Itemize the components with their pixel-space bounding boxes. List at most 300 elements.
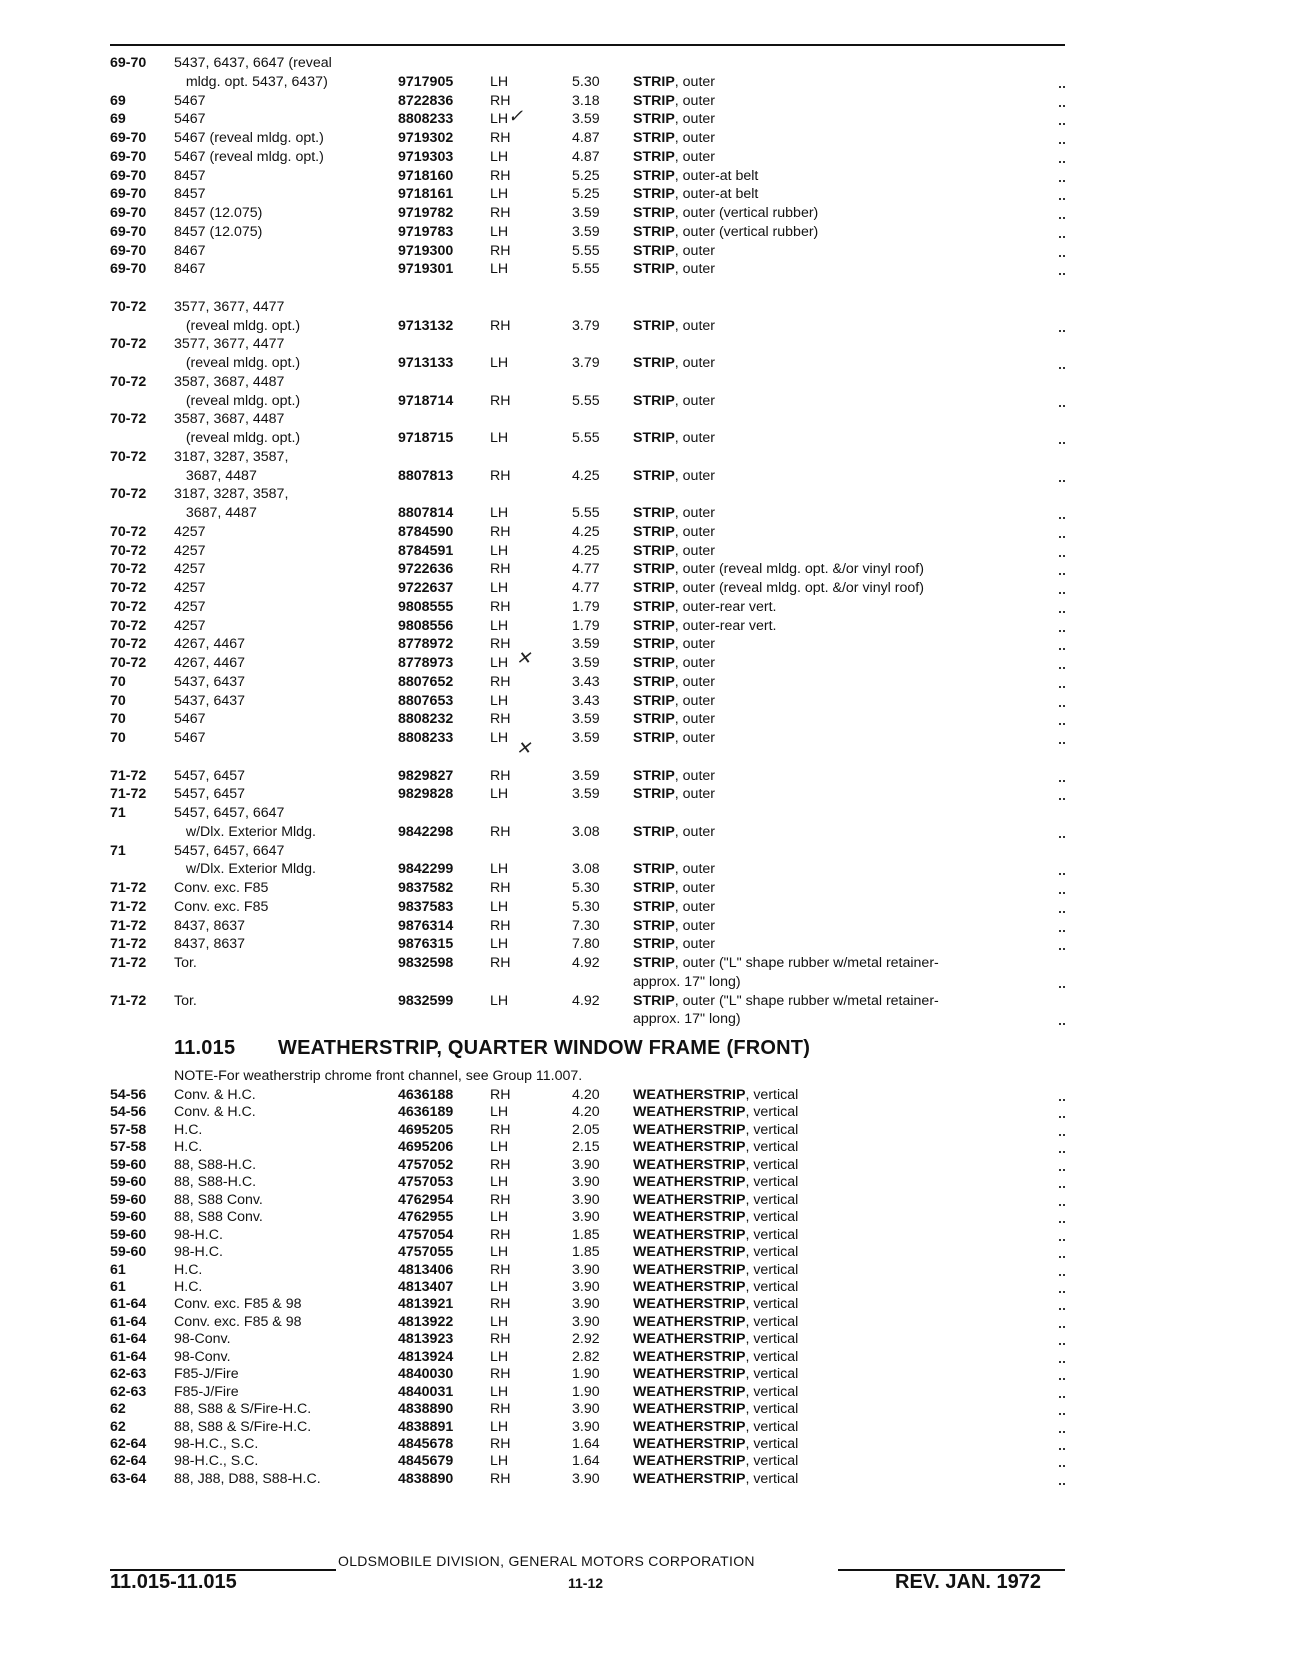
part-type: WEATHERSTRIP (633, 1401, 746, 1418)
model-code: Conv. exc. F85 & 98 (174, 1296, 302, 1313)
model-code: 98-H.C., S.C. (174, 1436, 259, 1452)
part-type: WEATHERSTRIP (633, 1296, 746, 1313)
part-detail: , outer ("L" shape rubber w/metal retainer- (674, 992, 939, 1009)
model-code: 98-H.C., S.C. (174, 1453, 259, 1470)
table-row (0, 185, 1306, 204)
part-type: STRIP (633, 242, 675, 259)
model-code: 3587, 3687, 4487 (174, 373, 285, 390)
part-detail: , outer (674, 823, 716, 840)
year-range: 70-72 (110, 448, 147, 465)
table-row (0, 654, 1306, 673)
part-detail: , outer (674, 523, 716, 540)
section-title: WEATHERSTRIP, QUARTER WINDOW FRAME (FRONT) (278, 1037, 811, 1059)
part-number: 9837582 (398, 880, 454, 896)
part-detail: , vertical (745, 1470, 799, 1487)
model-code: 5437, 6437, 6647 (reveal (174, 55, 332, 71)
table-row (0, 1418, 1306, 1437)
part-description (633, 1173, 1065, 1192)
part-number: 4845678 (398, 1436, 454, 1452)
part-description (633, 973, 1065, 992)
dot-leader (1059, 517, 1065, 519)
part-number: 9829827 (398, 767, 454, 784)
dot-leader (1059, 723, 1065, 725)
dot-leader (1059, 1239, 1065, 1241)
part-description (633, 110, 1065, 129)
table-row (0, 54, 1306, 73)
table-row (0, 842, 1306, 861)
table-row (0, 429, 1306, 448)
part-detail: , outer (674, 730, 716, 746)
year-range: 63-64 (110, 1470, 147, 1487)
part-number: 8807813 (398, 467, 454, 484)
price: 1.64 (572, 1453, 600, 1470)
part-type: WEATHERSTRIP (633, 1156, 746, 1173)
dot-leader (1059, 123, 1065, 125)
part-type: STRIP (633, 992, 675, 1009)
model-code: 8437, 8637 (174, 936, 246, 953)
dot-leader (1059, 705, 1065, 707)
table-row (0, 129, 1306, 148)
part-type: STRIP (633, 636, 675, 653)
table-row (0, 73, 1306, 92)
table-row (0, 1208, 1306, 1227)
table-row (0, 1278, 1306, 1297)
table-row (0, 1243, 1306, 1262)
dot-leader (1059, 1448, 1065, 1450)
year-range: 57-58 (110, 1139, 147, 1156)
part-type: STRIP (633, 505, 675, 521)
table-row (0, 223, 1306, 242)
part-number: 4840030 (398, 1366, 454, 1383)
part-type: WEATHERSTRIP (633, 1191, 746, 1208)
price: 2.92 (572, 1331, 600, 1348)
pen-check-mark: ✕ (516, 648, 532, 669)
table-row (0, 504, 1306, 523)
table-row (0, 917, 1306, 936)
part-description (633, 1452, 1065, 1471)
price: 5.55 (572, 392, 600, 409)
model-code: 3687, 4487 (174, 505, 257, 521)
table-row (0, 898, 1306, 917)
part-detail: , outer (674, 898, 716, 915)
part-description (633, 1435, 1065, 1454)
part-type: STRIP (633, 617, 675, 634)
table-row (0, 392, 1306, 411)
price: 2.05 (572, 1121, 600, 1138)
model-code: H.C. (174, 1139, 203, 1156)
dot-leader (1059, 1308, 1065, 1310)
table-row (0, 92, 1306, 111)
part-detail: , outer (674, 148, 716, 165)
part-description (633, 992, 1065, 1011)
side-code: LH (490, 655, 509, 671)
part-number: 4757053 (398, 1174, 454, 1191)
side-code: LH (490, 936, 509, 953)
part-description (633, 1243, 1065, 1262)
model-code: 5467 (reveal mldg. opt.) (174, 148, 324, 165)
model-code: 3187, 3287, 3587, (174, 486, 289, 503)
part-description (633, 429, 1065, 448)
price: 4.20 (572, 1087, 600, 1103)
part-type: WEATHERSTRIP (633, 1313, 746, 1330)
year-range: 59-60 (110, 1156, 147, 1173)
model-code: 5457, 6457, 6647 (174, 805, 285, 821)
price: 3.43 (572, 692, 600, 709)
model-code: 4267, 4467 (174, 636, 246, 653)
side-code: RH (490, 467, 511, 484)
side-code: RH (490, 130, 511, 146)
price: 3.90 (572, 1278, 600, 1295)
year-range: 69-70 (110, 148, 147, 165)
part-type: STRIP (633, 898, 675, 915)
model-code: 88, S88 & S/Fire-H.C. (174, 1418, 312, 1435)
table-row (0, 1010, 1306, 1029)
dot-leader (1059, 930, 1065, 932)
price: 3.90 (572, 1209, 600, 1226)
side-code: LH (490, 898, 509, 915)
part-type: WEATHERSTRIP (633, 1383, 746, 1400)
year-range: 71 (110, 805, 126, 821)
year-range: 61-64 (110, 1296, 147, 1313)
table-row (0, 260, 1306, 279)
part-detail: , outer (674, 655, 716, 671)
dot-leader (1059, 367, 1065, 369)
part-detail: , outer-at belt (674, 167, 759, 184)
table-row (0, 354, 1306, 373)
part-description (633, 73, 1065, 92)
part-description (633, 954, 1065, 973)
part-description (633, 92, 1065, 111)
side-code: RH (490, 880, 511, 896)
side-code: RH (490, 392, 511, 409)
model-code: 98-Conv. (174, 1348, 231, 1365)
price: 1.64 (572, 1436, 600, 1452)
table-row (0, 467, 1306, 486)
year-range: 70-72 (110, 580, 147, 596)
side-code: LH (490, 223, 509, 240)
price: 5.25 (572, 186, 600, 203)
part-number: 8807814 (398, 505, 454, 521)
side-code: LH (490, 1209, 509, 1226)
year-range: 62-64 (110, 1453, 147, 1470)
model-code: 88, S88-H.C. (174, 1174, 257, 1191)
table-row (0, 1365, 1306, 1384)
part-number: 8808232 (398, 711, 454, 728)
model-code: Conv. exc. F85 & 98 (174, 1313, 302, 1330)
table-row (0, 204, 1306, 223)
model-code: (reveal mldg. opt.) (174, 392, 301, 409)
side-code: RH (490, 561, 511, 578)
price: 2.15 (572, 1139, 600, 1156)
price: 4.92 (572, 955, 600, 971)
model-code: 3577, 3677, 4477 (174, 336, 285, 353)
price: 1.79 (572, 617, 600, 634)
table-row (0, 579, 1306, 598)
part-detail: , vertical (745, 1383, 799, 1400)
dot-leader (1059, 780, 1065, 782)
model-code: w/Dlx. Exterior Mldg. (174, 861, 316, 878)
side-code: RH (490, 1470, 511, 1487)
part-detail: , outer (674, 936, 716, 953)
part-number: 4762954 (398, 1191, 454, 1208)
side-code: LH (490, 730, 509, 746)
part-type: WEATHERSTRIP (633, 1244, 746, 1261)
table-row (0, 1121, 1306, 1140)
year-range: 70-72 (110, 411, 147, 428)
model-code: Tor. (174, 955, 197, 971)
price: 3.08 (572, 861, 600, 878)
table-row (0, 1191, 1306, 1210)
price: 3.59 (572, 223, 600, 240)
part-type: STRIP (633, 580, 675, 596)
part-type: STRIP (633, 823, 675, 840)
side-code: LH (490, 430, 509, 446)
part-detail: approx. 17" long) (633, 973, 741, 990)
table-row (0, 617, 1306, 636)
part-number: 8784590 (398, 523, 454, 540)
table-row (0, 823, 1306, 842)
part-detail: , outer (674, 917, 716, 934)
table-row (0, 1138, 1306, 1157)
part-detail: , outer-rear vert. (674, 598, 777, 615)
side-code: LH (490, 355, 509, 371)
part-type: STRIP (633, 655, 675, 671)
model-code: 5467 (174, 730, 206, 746)
side-code: RH (490, 917, 511, 934)
side-code: RH (490, 1087, 511, 1103)
side-code: LH (490, 542, 509, 559)
part-detail: , vertical (745, 1139, 799, 1156)
year-range: 70-72 (110, 523, 147, 540)
model-code: Conv. exc. F85 (174, 898, 269, 915)
table-row (0, 1173, 1306, 1192)
dot-leader (1059, 873, 1065, 875)
model-code: 8467 (174, 242, 206, 259)
table-row (0, 485, 1306, 504)
year-range: 70-72 (110, 561, 147, 578)
dot-leader (1059, 1116, 1065, 1118)
part-type: WEATHERSTRIP (633, 1366, 746, 1383)
part-description (633, 354, 1065, 373)
price: 3.59 (572, 111, 600, 128)
year-range: 71-72 (110, 786, 147, 803)
side-code: RH (490, 711, 511, 728)
part-description (633, 935, 1065, 954)
year-range: 69-70 (110, 167, 147, 184)
dot-leader (1059, 1023, 1065, 1025)
price: 3.59 (572, 711, 600, 728)
part-description (633, 1086, 1065, 1105)
dot-leader (1059, 1099, 1065, 1101)
year-range: 59-60 (110, 1226, 147, 1243)
dot-leader (1059, 180, 1065, 182)
part-detail: , outer (674, 111, 716, 128)
part-description (633, 467, 1065, 486)
dot-leader (1059, 911, 1065, 913)
model-code: 5437, 6437 (174, 673, 246, 690)
side-code: RH (490, 1261, 511, 1278)
model-code: 8437, 8637 (174, 917, 246, 934)
part-detail: , outer (674, 880, 716, 896)
part-detail: , outer (674, 692, 716, 709)
price: 5.55 (572, 242, 600, 259)
dot-leader (1059, 236, 1065, 238)
side-code: LH (490, 1174, 509, 1191)
part-detail: , outer (reveal mldg. opt. &/or vinyl roof) (674, 580, 924, 596)
part-description (633, 860, 1065, 879)
table-row (0, 673, 1306, 692)
year-range: 59-60 (110, 1191, 147, 1208)
part-description (633, 129, 1065, 148)
table-row (0, 785, 1306, 804)
part-description (633, 242, 1065, 261)
price: 4.25 (572, 467, 600, 484)
part-description (633, 1261, 1065, 1280)
table-row (0, 167, 1306, 186)
dot-leader (1059, 255, 1065, 257)
year-range: 70-72 (110, 655, 147, 671)
part-type: STRIP (633, 205, 675, 221)
part-number: 4757055 (398, 1244, 454, 1261)
part-number: 9842298 (398, 823, 454, 840)
dot-leader (1059, 1396, 1065, 1398)
part-type: WEATHERSTRIP (633, 1174, 746, 1191)
dot-leader (1059, 836, 1065, 838)
price: 5.55 (572, 505, 600, 521)
side-code: RH (490, 598, 511, 615)
dot-leader (1059, 1204, 1065, 1206)
model-code: 5467 (174, 92, 206, 109)
table-row (0, 1330, 1306, 1349)
table-row (0, 879, 1306, 898)
price: 3.79 (572, 317, 600, 334)
table-row (0, 729, 1306, 748)
price: 2.82 (572, 1348, 600, 1365)
part-type: STRIP (633, 355, 675, 371)
part-detail: , vertical (745, 1418, 799, 1435)
part-description (633, 204, 1065, 223)
part-description (633, 823, 1065, 842)
part-type: STRIP (633, 523, 675, 540)
year-range: 71-72 (110, 880, 147, 896)
part-number: 9719783 (398, 223, 454, 240)
model-code: 4267, 4467 (174, 655, 246, 671)
part-number: 9719301 (398, 261, 454, 278)
part-description (633, 317, 1065, 336)
price: 4.87 (572, 130, 600, 146)
year-range: 70-72 (110, 373, 147, 390)
part-detail: , outer (vertical rubber) (674, 223, 819, 240)
part-number: 9842299 (398, 861, 454, 878)
price: 1.90 (572, 1383, 600, 1400)
side-code: LH (490, 1313, 509, 1330)
price: 1.85 (572, 1226, 600, 1243)
table-row (0, 1156, 1306, 1175)
year-range: 61 (110, 1261, 126, 1278)
model-code: H.C. (174, 1261, 203, 1278)
part-detail: , outer (674, 430, 716, 446)
part-number: 9722637 (398, 580, 454, 596)
part-description (633, 1330, 1065, 1349)
model-code: 88, S88 Conv. (174, 1191, 263, 1208)
table-row (0, 1261, 1306, 1280)
price: 5.55 (572, 430, 600, 446)
dot-leader (1059, 1256, 1065, 1258)
part-type: STRIP (633, 167, 675, 184)
year-range: 70-72 (110, 486, 147, 503)
side-code: RH (490, 1156, 511, 1173)
model-code: 8457 (12.075) (174, 205, 263, 221)
model-code: 88, S88 Conv. (174, 1209, 263, 1226)
part-description (633, 785, 1065, 804)
side-code: RH (490, 523, 511, 540)
part-detail: , vertical (745, 1156, 799, 1173)
year-range: 70-72 (110, 298, 147, 315)
model-code: 5467 (174, 711, 206, 728)
part-type: WEATHERSTRIP (633, 1436, 746, 1452)
year-range: 71-72 (110, 898, 147, 915)
price: 3.79 (572, 355, 600, 371)
part-type: STRIP (633, 130, 675, 146)
side-code: RH (490, 955, 511, 971)
year-range: 70-72 (110, 617, 147, 634)
price: 4.25 (572, 542, 600, 559)
price: 5.30 (572, 73, 600, 90)
dot-leader (1059, 1378, 1065, 1380)
part-description (633, 1103, 1065, 1122)
table-row (0, 1313, 1306, 1332)
part-description (633, 1278, 1065, 1297)
year-range: 62-63 (110, 1383, 147, 1400)
part-description (633, 617, 1065, 636)
part-description (633, 1313, 1065, 1332)
part-description (633, 692, 1065, 711)
part-number: 9718160 (398, 167, 454, 184)
dot-leader (1059, 742, 1065, 744)
dot-leader (1059, 948, 1065, 950)
price: 3.90 (572, 1296, 600, 1313)
model-code: 4257 (174, 561, 206, 578)
part-description (633, 523, 1065, 542)
table-row (0, 635, 1306, 654)
model-code: 5457, 6457 (174, 767, 246, 784)
table-row (0, 1400, 1306, 1419)
part-number: 9718161 (398, 186, 454, 203)
part-detail: , outer (reveal mldg. opt. &/or vinyl roof) (674, 561, 924, 578)
section-number: 11.015 (174, 1037, 236, 1059)
part-description (633, 1156, 1065, 1175)
part-type: WEATHERSTRIP (633, 1139, 746, 1156)
dot-leader (1059, 480, 1065, 482)
part-detail: , outer (674, 505, 716, 521)
part-number: 4695206 (398, 1139, 454, 1156)
table-row (0, 410, 1306, 429)
year-range: 71-72 (110, 936, 147, 953)
part-description (633, 1121, 1065, 1140)
year-range: 69-70 (110, 242, 147, 259)
dot-leader (1059, 405, 1065, 407)
side-code: RH (490, 242, 511, 259)
part-description (633, 148, 1065, 167)
dot-leader (1059, 442, 1065, 444)
part-type: WEATHERSTRIP (633, 1470, 746, 1487)
part-number: 4813923 (398, 1331, 454, 1348)
part-detail: , outer (674, 130, 716, 146)
dot-leader (1059, 1274, 1065, 1276)
section-note: NOTE-For weatherstrip chrome front channel, see Group 11.007. (174, 1068, 583, 1084)
part-description (633, 1138, 1065, 1157)
dot-leader (1059, 198, 1065, 200)
